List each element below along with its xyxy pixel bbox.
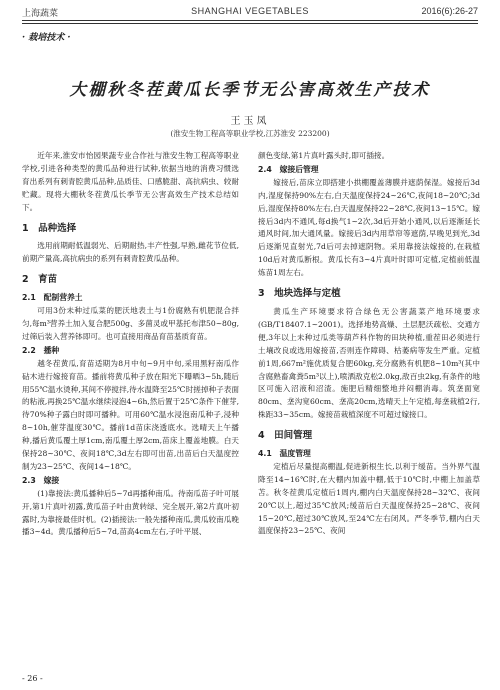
header-rule-thin <box>22 23 478 24</box>
paragraph: 可用3份未种过瓜菜的肥沃地表土与1份腐熟有机肥混合拌匀,每m³营养土加入复合肥500g、多菌灵或甲基托布津50~80g,过筛后装入营养钵即可。也可直接用商品育苗基质育苗。 <box>22 306 239 341</box>
section-heading: 1 品种选择 <box>22 222 77 234</box>
section-heading: 3 地块选择与定植 <box>258 288 341 300</box>
paragraph: (1)靠接法:黄瓜播种后5~7d再播种南瓜。待南瓜苗子叶可展开,第1片真叶初露,黄瓜苗子叶由黄转绿、完全展开,第2片真叶初露时,为靠接最佳时机。(2)插接法:一般先播种南瓜,黄瓜较南瓜晚播3~4d。黄瓜播种后5~7d,苗高4cm左右,子叶平展、 <box>22 488 239 537</box>
paragraph: 嫁接后,苗床立即搭建小拱棚覆盖薄膜并遮荫保湿。嫁接后3d内,湿度保持90%左右,白天温度保持24~26℃,夜间18~20℃;3d后,湿度保持80%左右,白天温度保持22~28℃,夜间13~15℃。嫁接后3d内不通风,每d换气1~2次,3d后开始小通风,以后逐渐延长通风时间,加大通风量。嫁接后3d内用草帘等遮荫,早晚见到光,3d后逐渐见直射光,7d后可去掉遮阴物。采用靠接法嫁接的,在栽植10d后对黄瓜断根。黄瓜长有3~4片真叶时即可定植,定植前低温炼苗1周左右。 <box>258 177 480 278</box>
section-heading: 4 田间管理 <box>258 430 313 442</box>
paragraph: 黄瓜生产环境要求符合绿色无公害蔬菜产地环境要求(GB/T18407.1~2001)。选择地势高燥、土层肥沃疏松、交通方便,3年以上未种过瓜类等葫芦科作物的田块种植,重茬田必须进行土壤改良或选用嫁接苗,否则连作障碍、枯萎病等发生严重。定植前1周,667m²施优质复合肥60kg,充分腐熟有机肥8~10m³(其中含腐熟畜禽粪5m³以上),喷洒敌克松2.0kg,敌百虫2kg,有条件的地区可施入沼液和沼渣。施肥后精细整地并闷棚消毒。筑垄面宽80cm、垄沟宽60cm、垄高20cm,选晴天上午定植,每垄栽植2行,株距33~35cm。嫁接苗栽植深度不可超过嫁接口。 <box>258 306 480 420</box>
subsection-heading: 4.1 温度管理 <box>258 449 311 459</box>
left-column <box>22 150 239 539</box>
paragraph: 选用前期耐低温弱光、后期耐热,丰产性强,早熟,雌花节位低,前期产量高,高抗病虫的系列有刺青腔黄瓜品种。 <box>22 241 239 264</box>
affiliation: (淮安生物工程高等职业学校,江苏淮安 223200) <box>170 129 330 138</box>
intro-paragraph: 近年来,淮安市怡园果蔬专业合作社与淮安生物工程高等职业学校,引进各种类型的黄瓜品种进行试种,依据当地的消费习惯选育出系列有刺青腔黄瓜品种,品质佳、口感脆甜、高抗病虫、较耐贮藏。现将大棚秋冬茬黄瓜长季节无公害高效生产技术总结如下。 <box>22 151 239 212</box>
running-header <box>22 6 478 20</box>
article-title: 大棚秋冬茬黄瓜长季节无公害高效生产技术 <box>69 80 431 99</box>
column-tag: · 栽培技术 · <box>22 33 71 43</box>
paragraph: 越冬茬黄瓜,育苗适期为8月中旬~9月中旬,采用黑籽南瓜作砧木进行嫁接育苗。播前将黄瓜种子放在阳光下曝晒3~5h,随后用55℃温水烫种,其间不停搅拌,待水温降至25℃时搓掉种子表面的粘液,再换25℃温水继续浸泡4~6h,然后置于25℃条件下催芽,待70%种子露白时即可播种。可用60℃温水浸泡南瓜种子,浸种8~10h,催芽温度30℃。播前1d苗床浇透底水。选晴天上午播种,播后黄瓜覆土厚1cm,南瓜覆土厚2cm,苗床上覆盖地膜。白天保持28~30℃、夜间18℃,3d左右即可出苗,出苗后白天温度控制为23~25℃、夜间14~18℃。 <box>22 358 239 471</box>
subsection-heading: 2.4 嫁接后管理 <box>258 164 319 174</box>
subsection-heading: 2.1 配制营养土 <box>22 293 83 303</box>
paragraph: 颜色变绿,第1片真叶露头时,即可插接。 <box>258 151 390 160</box>
header-rule <box>22 20 478 21</box>
subsection-heading: 2.2 播种 <box>22 345 60 355</box>
right-column <box>258 150 480 538</box>
page-number: - 26 - <box>22 674 43 683</box>
journal-name-en: SHANGHAI VEGETABLES <box>191 6 309 16</box>
issue-info: 2016(6):26-27 <box>421 6 478 16</box>
section-heading: 2 育苗 <box>22 274 58 286</box>
journal-name-cn: 上海蔬菜 <box>22 8 59 18</box>
paragraph: 定植后尽量提高棚温,促进新根生长,以利于缓苗。当外界气温降至14~16℃时,在大棚内加盖中棚,低于10℃时,中棚上加盖草苫。秋冬茬黄瓜定植后1周内,棚内白天温度保持28~32℃、夜间20℃以上,超过35℃放风;缓苗后白天温度保持25~28℃、夜间15~20℃,超过30℃放风,至24℃左右闭风。严冬季节,棚内白天温度保持23~25℃、夜间 <box>258 461 480 536</box>
subsection-heading: 2.3 嫁接 <box>22 475 60 485</box>
author: 王玉凤 <box>230 116 270 127</box>
